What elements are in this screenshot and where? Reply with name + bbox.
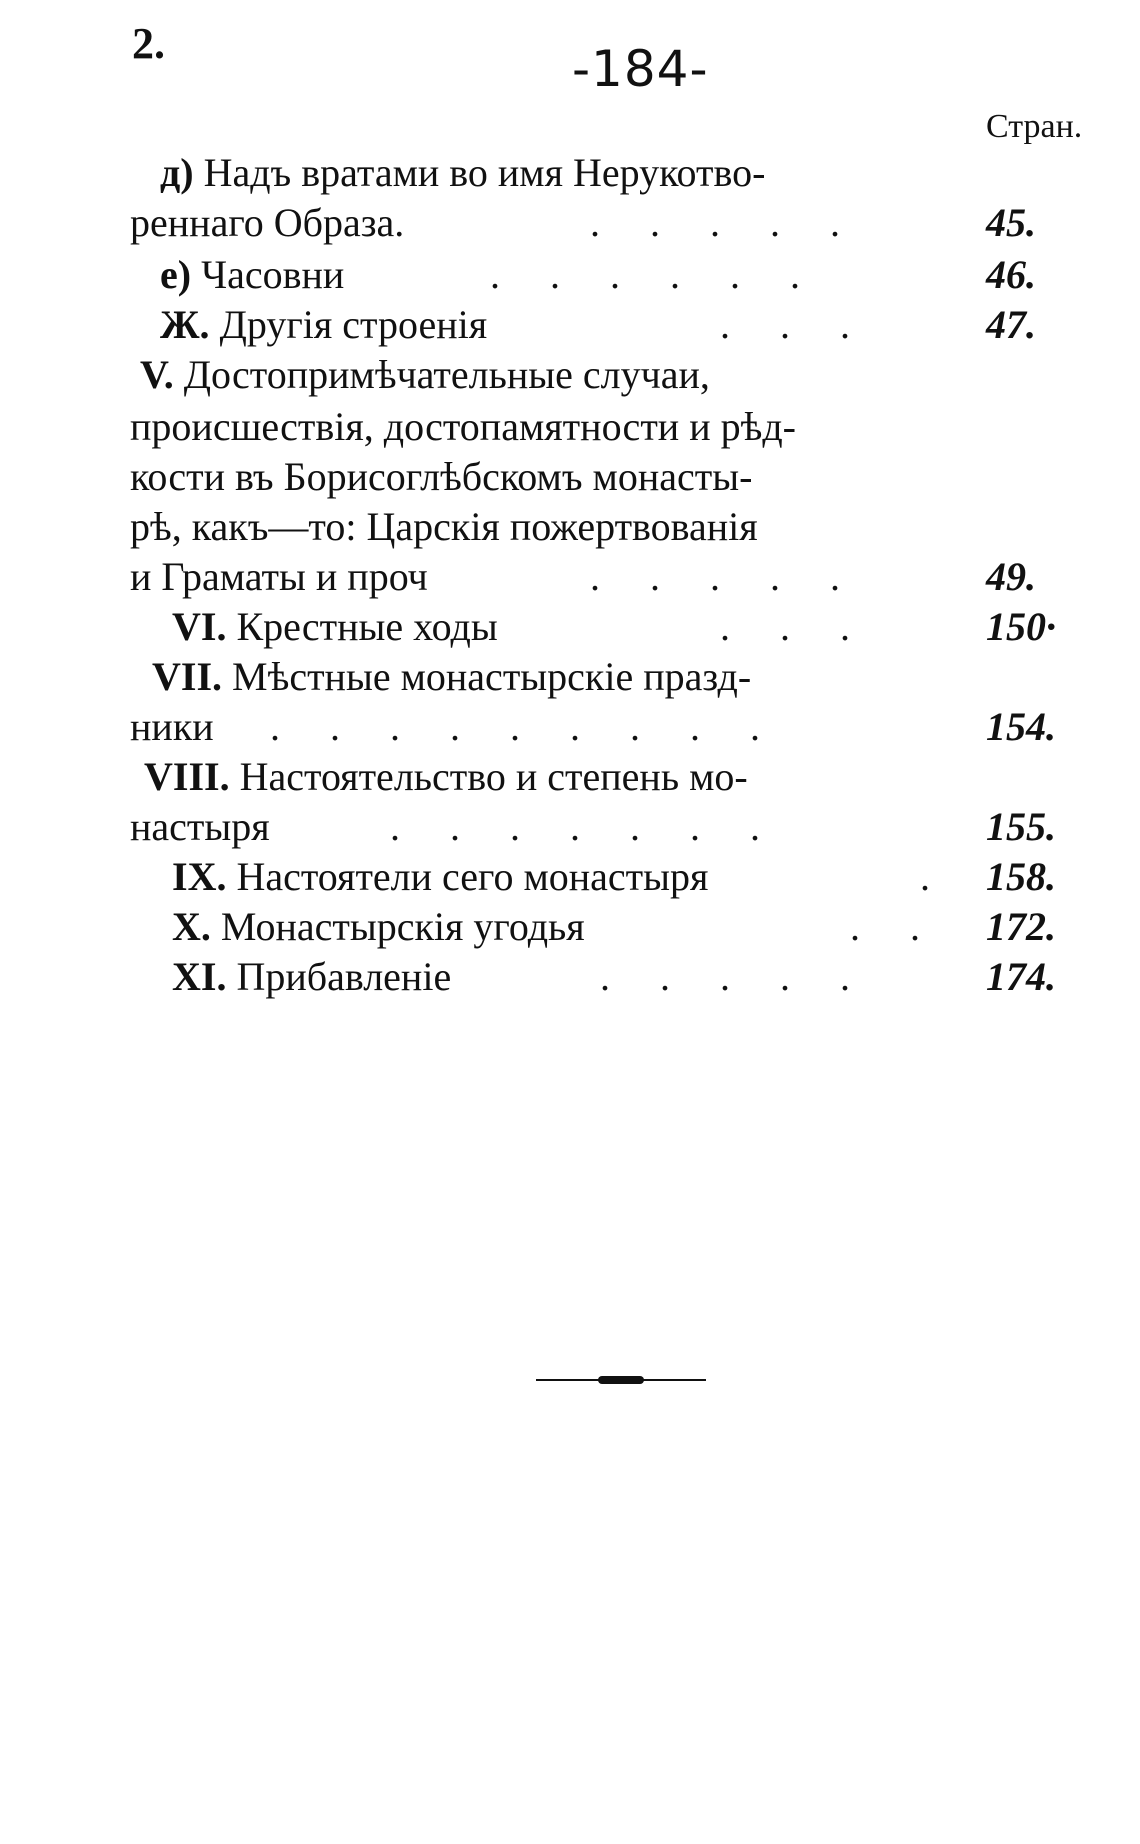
toc-leader-dots: . <box>920 854 930 899</box>
toc-leader-dots: . . . <box>720 302 850 347</box>
toc-line-text <box>160 302 487 348</box>
toc-prefix: V. <box>140 352 184 397</box>
signature-mark: 2. <box>132 19 165 68</box>
toc-line-text <box>144 754 748 800</box>
toc-title: Настоятельство и степень мо- <box>239 754 748 799</box>
toc-prefix: VII. <box>152 654 233 699</box>
page-column-header: Стран. <box>986 108 1083 145</box>
toc-line-text <box>130 200 404 246</box>
toc-leader-dots: . . . . . . <box>490 252 800 297</box>
ornamental-divider <box>536 1378 706 1382</box>
toc-prefix: е) <box>160 252 202 297</box>
toc-title: Монастырскія угодья <box>220 904 585 949</box>
toc-leader-dots: . . <box>850 904 920 949</box>
toc-line-text <box>152 654 751 700</box>
toc-page-number: 150· <box>986 604 1056 649</box>
toc-line-text <box>130 454 752 500</box>
toc-leader-dots: . . . . . <box>590 200 840 245</box>
toc-title: кости въ Борисоглѣбскомъ монасты- <box>130 454 753 499</box>
toc-prefix: д) <box>160 150 204 195</box>
toc-title: Часовни <box>201 252 345 297</box>
toc-line-text <box>130 804 270 850</box>
toc-title: Крестные ходы <box>236 604 498 649</box>
toc-title: ники <box>130 704 214 749</box>
toc-page-number: 158. <box>986 854 1056 899</box>
toc-title: Надъ вратами во имя Нерукотво- <box>203 150 766 195</box>
toc-line-text <box>160 252 344 298</box>
toc-page-number: 47. <box>986 302 1036 347</box>
toc-line-text <box>160 150 765 196</box>
toc-page-number: 49. <box>986 554 1036 599</box>
toc-title: реннаго Образа. <box>130 200 405 245</box>
toc-line-text <box>130 404 796 450</box>
toc-page-number: 174. <box>986 954 1056 999</box>
toc-leader-dots: . . . <box>720 604 850 649</box>
toc-prefix: IX. <box>172 854 237 899</box>
toc-page-number: 46. <box>986 252 1036 297</box>
toc-leader-dots: . . . . . <box>590 554 840 599</box>
toc-line-text <box>130 554 428 600</box>
handwritten-page-number: -184- <box>572 40 709 98</box>
toc-prefix: X. <box>172 904 221 949</box>
toc-prefix: XI. <box>172 954 237 999</box>
toc-line-text <box>172 954 451 1000</box>
toc-title: происшествія, достопамятности и рѣд- <box>130 404 796 449</box>
toc-title: рѣ, какъ—то: Царскія пожертвованія <box>130 504 758 549</box>
toc-leader-dots: . . . . . . . . . <box>270 704 760 749</box>
toc-prefix: VI. <box>172 604 237 649</box>
toc-title: Достопримѣчательные случаи, <box>183 352 710 397</box>
toc-line-text <box>130 504 758 550</box>
toc-line-text <box>172 854 708 900</box>
toc-page-number: 155. <box>986 804 1056 849</box>
toc-title: Настоятели сего монастыря <box>236 854 709 899</box>
toc-page-number: 172. <box>986 904 1056 949</box>
toc-prefix: Ж. <box>160 302 220 347</box>
toc-leader-dots: . . . . . <box>600 954 850 999</box>
toc-title: настыря <box>130 804 270 849</box>
toc-page-number: 45. <box>986 200 1036 245</box>
toc-prefix: VIII. <box>144 754 240 799</box>
toc-title: и Граматы и проч <box>130 554 428 599</box>
toc-line-text <box>130 704 214 750</box>
toc-line-text <box>172 904 585 950</box>
toc-title: Другія строенія <box>219 302 488 347</box>
toc-title: Мѣстные монастырскіе празд- <box>232 654 752 699</box>
toc-line-text <box>172 604 498 650</box>
toc-title: Прибавленіе <box>236 954 452 999</box>
toc-leader-dots: . . . . . . . <box>390 804 760 849</box>
toc-page-number: 154. <box>986 704 1056 749</box>
toc-line-text <box>140 352 710 398</box>
